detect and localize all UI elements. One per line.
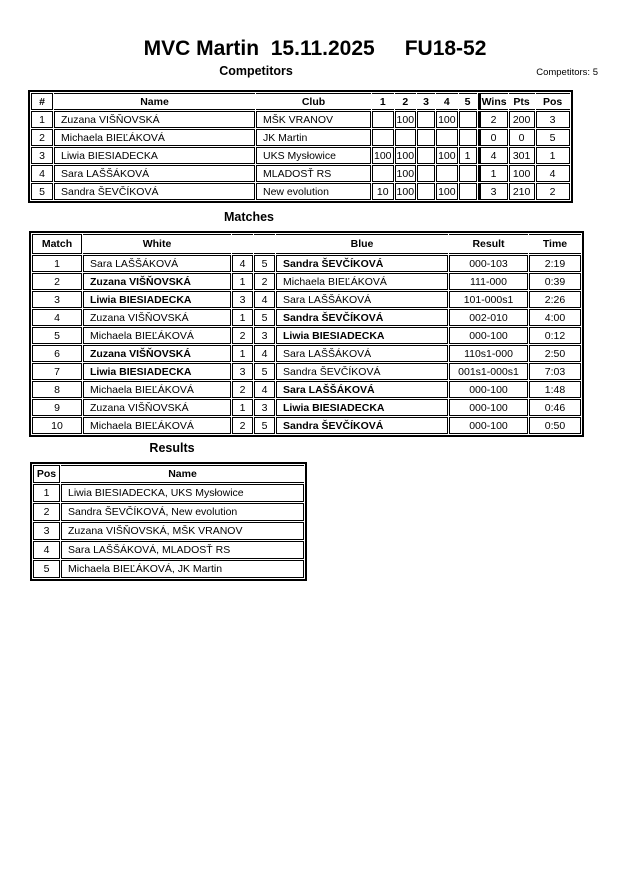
match-row <box>32 381 581 398</box>
competitor-club: MŠK VRANOV <box>256 111 371 128</box>
result-pos: 3 <box>33 522 60 540</box>
competitor-name: Zuzana VIŠŇOVSKÁ <box>54 111 255 128</box>
match-row <box>32 273 581 290</box>
match-number: 1 <box>32 255 82 272</box>
white-name: Zuzana VIŠŇOVSKÁ <box>83 309 231 326</box>
blue-competitor-num: 3 <box>254 399 275 416</box>
col-blue: Blue <box>276 234 448 254</box>
competitor-name: Sandra ŠEVČÍKOVÁ <box>54 183 255 200</box>
white-name: Sara LAŠŠÁKOVÁ <box>83 255 231 272</box>
match-result: 101-000s1 <box>449 291 528 308</box>
match-number: 3 <box>32 291 82 308</box>
score-cell <box>459 129 477 146</box>
pos-cell: 2 <box>536 183 570 200</box>
score-cell <box>372 111 394 128</box>
col-name: Name <box>61 465 304 483</box>
title-category: FU18-52 <box>404 37 487 60</box>
match-number: 7 <box>32 363 82 380</box>
matches-table <box>29 231 584 437</box>
score-cell: 100 <box>436 183 458 200</box>
blue-name: Liwia BIESIADECKA <box>276 327 448 344</box>
pos-cell: 5 <box>536 129 570 146</box>
blue-competitor-num: 4 <box>254 381 275 398</box>
pts-cell: 200 <box>509 111 535 128</box>
match-row <box>32 345 581 362</box>
competitor-row <box>31 111 570 128</box>
col-round-3: 3 <box>417 93 435 110</box>
blue-name: Sara LAŠŠÁKOVÁ <box>276 345 448 362</box>
score-cell <box>417 147 435 164</box>
match-row <box>32 291 581 308</box>
white-name: Liwia BIESIADECKA <box>83 363 231 380</box>
score-cell: 100 <box>395 183 417 200</box>
competitor-num: 1 <box>31 111 53 128</box>
competitor-name: Liwia BIESIADECKA <box>54 147 255 164</box>
competitor-num: 5 <box>31 183 53 200</box>
white-name: Michaela BIEĽÁKOVÁ <box>83 327 231 344</box>
white-competitor-num: 2 <box>232 381 253 398</box>
blue-competitor-num: 2 <box>254 273 275 290</box>
wins-cell: 3 <box>478 183 508 200</box>
result-pos: 1 <box>33 484 60 502</box>
pts-cell: 301 <box>509 147 535 164</box>
white-competitor-num: 1 <box>232 399 253 416</box>
competitor-row <box>31 165 570 182</box>
match-result: 001s1-000s1 <box>449 363 528 380</box>
competitors-header-row <box>31 93 570 110</box>
match-row <box>32 255 581 272</box>
pos-cell: 3 <box>536 111 570 128</box>
matches-header-row <box>32 234 581 254</box>
col-blue-num <box>254 234 275 254</box>
result-pos: 4 <box>33 541 60 559</box>
result-pos: 2 <box>33 503 60 521</box>
score-cell: 100 <box>395 165 417 182</box>
matches-heading: Matches <box>223 210 275 224</box>
white-competitor-num: 4 <box>232 255 253 272</box>
score-cell: 10 <box>372 183 394 200</box>
result-name: Sandra ŠEVČÍKOVÁ, New evolution <box>61 503 304 521</box>
blue-name: Sandra ŠEVČÍKOVÁ <box>276 363 448 380</box>
competitor-club: JK Martin <box>256 129 371 146</box>
white-name: Michaela BIEĽÁKOVÁ <box>83 417 231 434</box>
competitor-row <box>31 147 570 164</box>
col-name: Name <box>54 93 255 110</box>
score-cell: 100 <box>372 147 394 164</box>
result-row <box>33 503 304 521</box>
col-round-2: 2 <box>395 93 417 110</box>
white-name: Zuzana VIŠŇOVSKÁ <box>83 399 231 416</box>
match-number: 6 <box>32 345 82 362</box>
blue-competitor-num: 5 <box>254 255 275 272</box>
result-name: Liwia BIESIADECKA, UKS Mysłowice <box>61 484 304 502</box>
pts-cell: 0 <box>509 129 535 146</box>
col-round-1: 1 <box>372 93 394 110</box>
white-name: Zuzana VIŠŇOVSKÁ <box>83 273 231 290</box>
col-club: Club <box>256 93 371 110</box>
blue-name: Sandra ŠEVČÍKOVÁ <box>276 417 448 434</box>
score-cell <box>417 165 435 182</box>
wins-cell: 0 <box>478 129 508 146</box>
col-num: # <box>31 93 53 110</box>
score-cell <box>417 129 435 146</box>
white-competitor-num: 1 <box>232 273 253 290</box>
score-cell: 1 <box>459 147 477 164</box>
match-row <box>32 417 581 434</box>
match-number: 10 <box>32 417 82 434</box>
match-time: 4:00 <box>529 309 581 326</box>
match-time: 1:48 <box>529 381 581 398</box>
results-table <box>30 462 307 581</box>
pos-cell: 4 <box>536 165 570 182</box>
result-name: Michaela BIEĽÁKOVÁ, JK Martin <box>61 560 304 578</box>
match-result: 000-100 <box>449 327 528 344</box>
wins-cell: 4 <box>478 147 508 164</box>
col-result: Result <box>449 234 528 254</box>
result-row <box>33 541 304 559</box>
col-round-4: 4 <box>436 93 458 110</box>
title-event: MVC Martin 15.11.2025 <box>143 37 375 60</box>
col-pos: Pos <box>536 93 570 110</box>
pts-cell: 100 <box>509 165 535 182</box>
result-row <box>33 484 304 502</box>
competitor-name: Sara LAŠŠÁKOVÁ <box>54 165 255 182</box>
match-time: 2:19 <box>529 255 581 272</box>
result-row <box>33 522 304 540</box>
score-cell: 100 <box>395 111 417 128</box>
match-result: 002-010 <box>449 309 528 326</box>
white-name: Michaela BIEĽÁKOVÁ <box>83 381 231 398</box>
blue-name: Sara LAŠŠÁKOVÁ <box>276 291 448 308</box>
white-name: Liwia BIESIADECKA <box>83 291 231 308</box>
blue-name: Michaela BIEĽÁKOVÁ <box>276 273 448 290</box>
match-result: 000-100 <box>449 417 528 434</box>
match-result: 000-103 <box>449 255 528 272</box>
col-wins: Wins <box>478 93 508 110</box>
match-result: 110s1-000 <box>449 345 528 362</box>
blue-competitor-num: 4 <box>254 291 275 308</box>
white-competitor-num: 3 <box>232 291 253 308</box>
competitor-row <box>31 183 570 200</box>
match-row <box>32 309 581 326</box>
col-white: White <box>83 234 231 254</box>
match-result: 000-100 <box>449 399 528 416</box>
white-competitor-num: 1 <box>232 309 253 326</box>
page-title <box>0 37 630 61</box>
blue-name: Sara LAŠŠÁKOVÁ <box>276 381 448 398</box>
match-result: 000-100 <box>449 381 528 398</box>
score-cell <box>395 129 417 146</box>
match-row <box>32 327 581 344</box>
white-competitor-num: 3 <box>232 363 253 380</box>
blue-name: Liwia BIESIADECKA <box>276 399 448 416</box>
score-cell <box>372 129 394 146</box>
score-cell <box>417 111 435 128</box>
match-number: 5 <box>32 327 82 344</box>
match-time: 0:46 <box>529 399 581 416</box>
competitor-num: 3 <box>31 147 53 164</box>
match-row <box>32 363 581 380</box>
results-heading: Results <box>149 441 195 455</box>
score-cell <box>459 111 477 128</box>
match-number: 8 <box>32 381 82 398</box>
match-time: 2:26 <box>529 291 581 308</box>
blue-name: Sandra ŠEVČÍKOVÁ <box>276 255 448 272</box>
match-time: 0:39 <box>529 273 581 290</box>
pos-cell: 1 <box>536 147 570 164</box>
result-name: Sara LAŠŠÁKOVÁ, MLADOSŤ RS <box>61 541 304 559</box>
white-name: Zuzana VIŠŇOVSKÁ <box>83 345 231 362</box>
match-time: 0:50 <box>529 417 581 434</box>
match-time: 7:03 <box>529 363 581 380</box>
competitor-name: Michaela BIEĽÁKOVÁ <box>54 129 255 146</box>
white-competitor-num: 2 <box>232 327 253 344</box>
col-white-num <box>232 234 253 254</box>
competitor-row <box>31 129 570 146</box>
match-number: 9 <box>32 399 82 416</box>
competitors-heading: Competitors <box>219 64 293 78</box>
match-time: 0:12 <box>529 327 581 344</box>
competitor-num: 4 <box>31 165 53 182</box>
match-result: 111-000 <box>449 273 528 290</box>
score-cell <box>459 183 477 200</box>
score-cell <box>436 129 458 146</box>
pts-cell: 210 <box>509 183 535 200</box>
white-competitor-num: 2 <box>232 417 253 434</box>
match-number: 4 <box>32 309 82 326</box>
blue-competitor-num: 3 <box>254 327 275 344</box>
score-cell: 100 <box>436 147 458 164</box>
result-name: Zuzana VIŠŇOVSKÁ, MŠK VRANOV <box>61 522 304 540</box>
score-cell: 100 <box>436 111 458 128</box>
blue-competitor-num: 5 <box>254 417 275 434</box>
competitors-count: Competitors: 5 <box>536 67 598 78</box>
match-time: 2:50 <box>529 345 581 362</box>
competitor-club: UKS Mysłowice <box>256 147 371 164</box>
competitor-club: MLADOSŤ RS <box>256 165 371 182</box>
score-cell <box>459 165 477 182</box>
blue-name: Sandra ŠEVČÍKOVÁ <box>276 309 448 326</box>
competitor-club: New evolution <box>256 183 371 200</box>
competitors-table <box>28 90 573 203</box>
col-pts: Pts <box>509 93 535 110</box>
col-time: Time <box>529 234 581 254</box>
col-round-5: 5 <box>459 93 477 110</box>
score-cell <box>372 165 394 182</box>
results-header-row <box>33 465 304 483</box>
wins-cell: 1 <box>478 165 508 182</box>
competitor-num: 2 <box>31 129 53 146</box>
score-cell <box>436 165 458 182</box>
blue-competitor-num: 5 <box>254 363 275 380</box>
blue-competitor-num: 5 <box>254 309 275 326</box>
score-cell: 100 <box>395 147 417 164</box>
col-match: Match <box>32 234 82 254</box>
col-pos: Pos <box>33 465 60 483</box>
score-cell <box>417 183 435 200</box>
match-row <box>32 399 581 416</box>
white-competitor-num: 1 <box>232 345 253 362</box>
result-row <box>33 560 304 578</box>
blue-competitor-num: 4 <box>254 345 275 362</box>
match-number: 2 <box>32 273 82 290</box>
result-pos: 5 <box>33 560 60 578</box>
wins-cell: 2 <box>478 111 508 128</box>
